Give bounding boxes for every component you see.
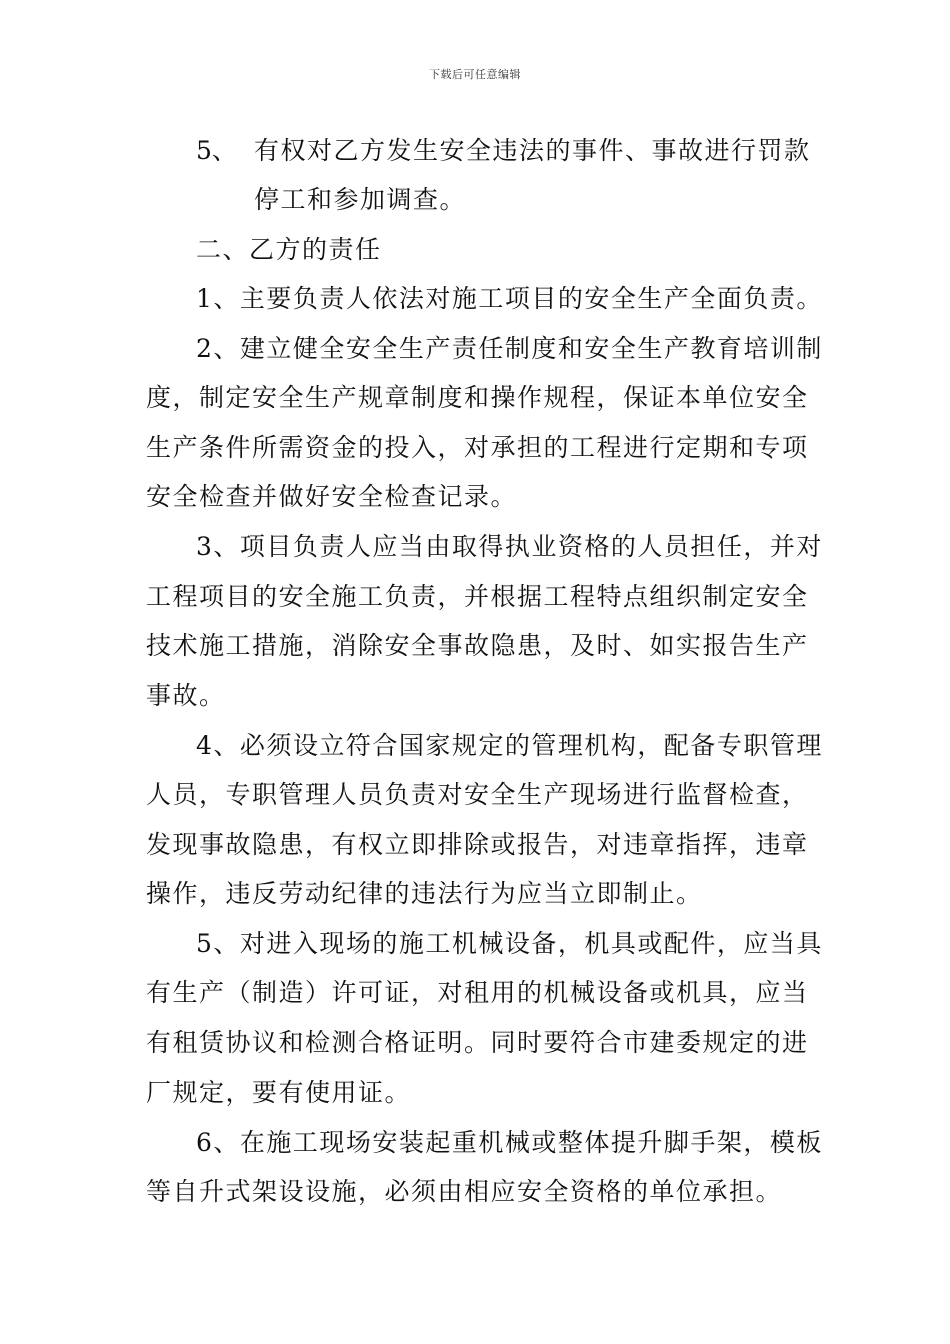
- item-number: 5、: [196, 136, 237, 165]
- paragraph-4-line-2: 人员，专职管理人员负责对安全生产现场进行监督检查，: [146, 780, 809, 809]
- paragraph-4-line-1: 4、必须设立符合国家规定的管理机构，配备专职管理: [196, 731, 823, 760]
- paragraph-6-line-2: 等自升式架设设施，必须由相应安全资格的单位承担。: [146, 1177, 783, 1206]
- paragraph-3-line-2: 工程项目的安全施工负责，并根据工程特点组织制定安全: [146, 582, 809, 611]
- paragraph-2-line-1: 2、建立健全安全生产责任制度和安全生产教育培训制: [196, 334, 823, 363]
- paragraph-2-line-3: 生产条件所需资金的投入，对承担的工程进行定期和专项: [146, 433, 809, 462]
- paragraph-5-line-2: 有生产（制造）许可证，对租用的机械设备或机具，应当: [146, 978, 809, 1007]
- paragraph-5-line-3: 有租赁协议和检测合格证明。同时要符合市建委规定的进: [146, 1028, 809, 1057]
- paragraph-2-line-2: 度，制定安全生产规章制度和操作规程，保证本单位安全: [146, 383, 809, 412]
- paragraph-3-line-1: 3、项目负责人应当由取得执业资格的人员担任，并对: [196, 532, 823, 561]
- paragraph-4-line-3: 发现事故隐患，有权立即排除或报告，对违章指挥，违章: [146, 830, 809, 859]
- section-title: 二、乙方的责任: [196, 235, 382, 264]
- paragraph-2-line-4: 安全检查并做好安全检查记录。: [146, 482, 518, 511]
- item5-line-2: 停工和参加调查。: [254, 185, 467, 214]
- paragraph-3-line-3: 技术施工措施，消除安全事故隐患，及时、如实报告生产: [146, 631, 809, 660]
- item5-line-1: 有权对乙方发生安全违法的事件、事故进行罚款: [254, 136, 811, 165]
- paragraph-4-line-4: 操作，违反劳动纪律的违法行为应当立即制止。: [146, 879, 703, 908]
- paragraph-1-line-1: 1、主要负责人依法对施工项目的安全生产全面负责。: [196, 284, 823, 313]
- paragraph-5-line-1: 5、对进入现场的施工机械设备，机具或配件，应当具: [196, 929, 823, 958]
- paragraph-3-line-4: 事故。: [146, 681, 226, 710]
- header-note: 下载后可任意编辑: [429, 68, 521, 81]
- paragraph-5-line-4: 厂规定，要有使用证。: [146, 1078, 412, 1107]
- paragraph-6-line-1: 6、在施工现场安装起重机械或整体提升脚手架，模板: [196, 1128, 823, 1157]
